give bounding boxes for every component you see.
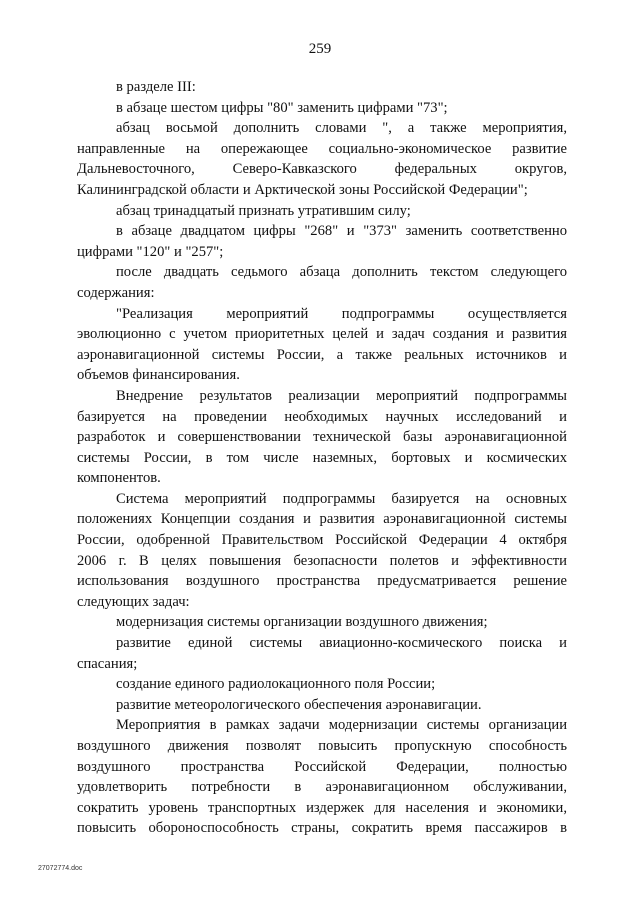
paragraph — [77, 489, 567, 613]
text-line: компонентов. — [77, 470, 161, 487]
text-line: модернизация системы организации воздушного движения; — [116, 614, 488, 631]
text-line: развитие метеорологического обеспечения аэронавигации. — [116, 696, 482, 713]
paragraph — [77, 612, 567, 633]
paragraph — [77, 695, 567, 716]
text-line: в абзаце двадцатом цифры "268" и "373" заменить соответственно — [116, 223, 567, 240]
text-line: в абзаце шестом цифры "80" заменить цифрами "73"; — [116, 99, 448, 116]
text-line: Система мероприятий подпрограммы базируется на основных — [116, 490, 567, 507]
text-line: аэронавигационной системы России, а также реальных источников и — [77, 346, 567, 363]
text-line: спасания; — [77, 655, 138, 672]
page-number: 259 — [308, 41, 332, 57]
paragraph — [77, 674, 567, 695]
text-line: в разделе III: — [116, 79, 196, 95]
paragraph — [77, 201, 567, 222]
text-line: Дальневосточного, Северо-Кавказского федеральных округов, — [77, 161, 567, 178]
text-line: цифрами "120" и "257"; — [77, 243, 224, 260]
text-line: "Реализация мероприятий подпрограммы осуществляется — [116, 305, 567, 322]
text-line: повысить обороноспособность страны, сократить время пассажиров в — [77, 820, 567, 837]
paragraph — [77, 118, 567, 200]
text-line: положениях Концепции создания и развития аэронавигационной системы — [77, 511, 567, 528]
text-line: удовлетворить потребности в аэронавигационном обслуживании, — [77, 779, 567, 796]
paragraph — [77, 304, 567, 386]
text-line: абзац восьмой дополнить словами ", а также мероприятия, — [116, 120, 567, 137]
paragraph — [77, 98, 567, 119]
text-line: следующих задач: — [77, 593, 190, 610]
paragraph — [77, 77, 567, 98]
text-line: абзац тринадцатый признать утратившим силу; — [116, 202, 411, 219]
text-line: сократить уровень транспортных издержек для населения и экономики, — [77, 799, 567, 816]
text-line: направленные на опережающее социально-экономическое развитие — [77, 140, 567, 157]
file-name-footer: 27072774.doc — [38, 865, 83, 872]
text-line: базируется на проведении необходимых научных исследований и — [77, 408, 567, 425]
text-line: 2006 г. В целях повышения безопасности полетов и эффективности — [77, 552, 567, 569]
paragraph — [77, 715, 567, 839]
text-line: использования воздушного пространства предусматривается решение — [77, 573, 567, 590]
text-line: воздушного пространства Российской Федерации, полностью — [77, 758, 567, 775]
paragraph — [77, 221, 567, 262]
text-line: России, одобренной Правительством Российской Федерации 4 октября — [77, 532, 567, 549]
paragraph — [77, 262, 567, 303]
text-line: воздушного движения позволят повысить пропускную способность — [77, 738, 567, 754]
paragraph — [77, 633, 567, 674]
text-line: после двадцать седьмого абзаца дополнить текстом следующего — [116, 264, 567, 281]
text-line: создание единого радиолокационного поля России; — [116, 676, 436, 693]
paragraph — [77, 386, 567, 489]
text-line: содержания: — [77, 284, 155, 301]
document-body — [77, 77, 567, 839]
text-line: Мероприятия в рамках задачи модернизации системы организации — [116, 717, 567, 734]
text-line: системы России, в том числе наземных, бортовых и космических — [77, 449, 567, 466]
text-line: Калининградской области и Арктической зоны Российской Федерации"; — [77, 181, 528, 198]
text-line: Внедрение результатов реализации мероприятий подпрограммы — [116, 387, 567, 404]
text-line: объемов финансирования. — [77, 367, 240, 384]
text-line: эволюционно с учетом приоритетных целей и задач создания и развития — [77, 326, 567, 343]
text-line: разработок и совершенствовании технической базы аэронавигационной — [77, 429, 567, 446]
text-line: развитие единой системы авиационно-космического поиска и — [116, 635, 567, 652]
